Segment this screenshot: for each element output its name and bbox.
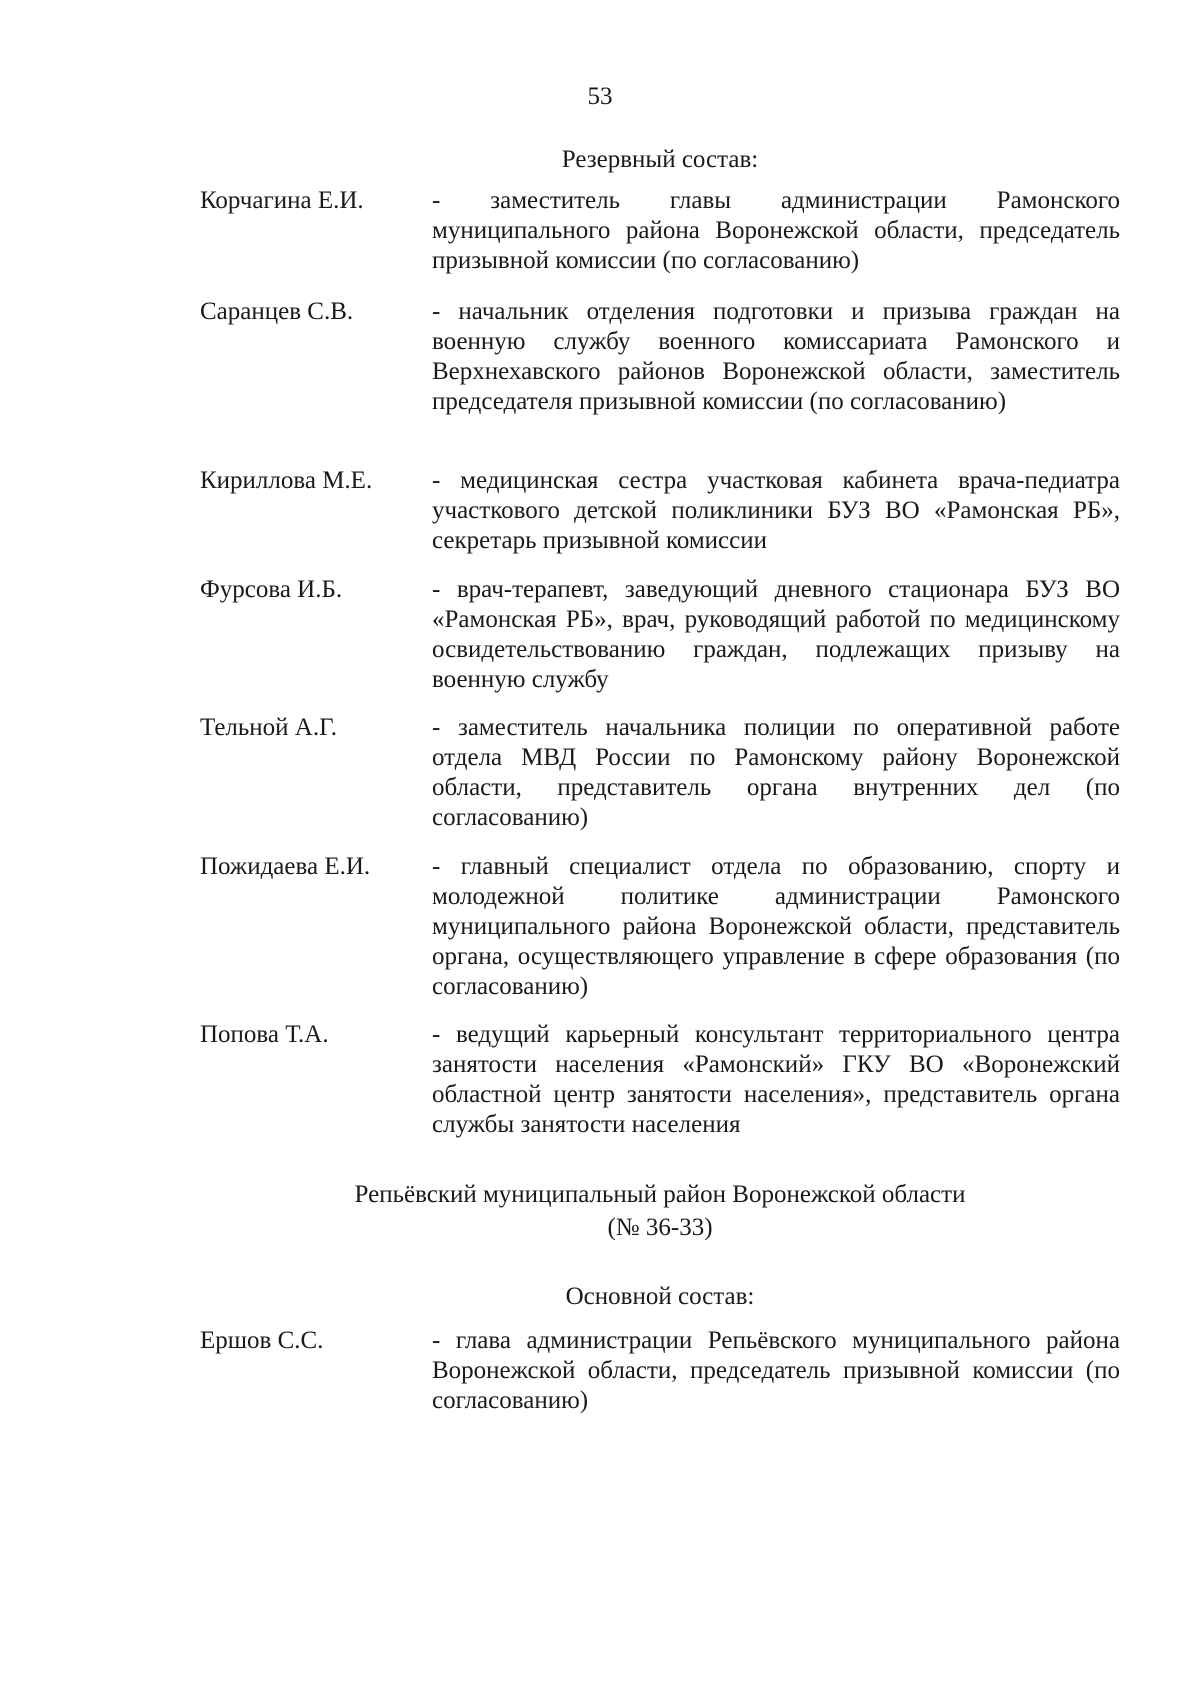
- reserve-heading: Резервный состав:: [561, 146, 759, 173]
- member-name: Ершов С.С.: [200, 1327, 324, 1354]
- member-name: Попова Т.А.: [200, 1021, 329, 1048]
- member-name: Саранцев С.В.: [200, 298, 354, 325]
- member-description: - главный специалист отдела по образованию, спорту и молодежной политике администрации Рамонского муниципального района Воронежской области, представитель органа, осуществляющего управление в сфере образования (по согласованию): [432, 853, 1120, 1000]
- member-name: Пожидаева Е.И.: [200, 853, 371, 880]
- member-description: - врач-терапевт, заведующий дневного стационара БУЗ ВО «Рамонская РБ», врач, руководящий работой по медицинскому освидетельствованию граждан, подлежащих призыву на военную службу: [432, 576, 1120, 693]
- member-name: Корчагина Е.И.: [200, 187, 364, 214]
- member-description: - начальник отделения подготовки и призыва граждан на военную службу военного комиссариата Рамонского и Верхнехавского районов Воронежской области, заместитель председателя призывной комиссии (по согласованию): [432, 298, 1120, 415]
- member-description: - медицинская сестра участковая кабинета врача-педиатра участкового детской поликлиники БУЗ ВО «Рамонская РБ», секретарь призывной комиссии: [432, 467, 1120, 554]
- member-name: Кириллова М.Е.: [200, 467, 373, 494]
- member-description: - заместитель начальника полиции по оперативной работе отдела МВД России по Рамонскому району Воронежской области, представитель органа внутренних дел (по согласованию): [432, 714, 1120, 831]
- main-heading: Основной состав:: [565, 1283, 755, 1310]
- district-title: Репьёвский муниципальный район Воронежской области: [354, 1181, 966, 1208]
- member-description: - глава администрации Репьёвского муниципального района Воронежской области, председатель призывной комиссии (по согласованию): [432, 1327, 1120, 1414]
- member-description: - ведущий карьерный консультант территориального центра занятости населения «Рамонский» ГКУ ВО «Воронежский областной центр занятости населения», представитель органа службы занятости населения: [432, 1021, 1120, 1138]
- member-name: Тельной А.Г.: [200, 714, 337, 741]
- district-number: (№ 36-33): [607, 1214, 713, 1241]
- member-description: - заместитель главы администрации Рамонского муниципального района Воронежской области, председатель призывной комиссии (по согласованию): [432, 187, 1120, 274]
- member-name: Фурсова И.Б.: [200, 576, 343, 603]
- page-number: 53: [587, 83, 613, 110]
